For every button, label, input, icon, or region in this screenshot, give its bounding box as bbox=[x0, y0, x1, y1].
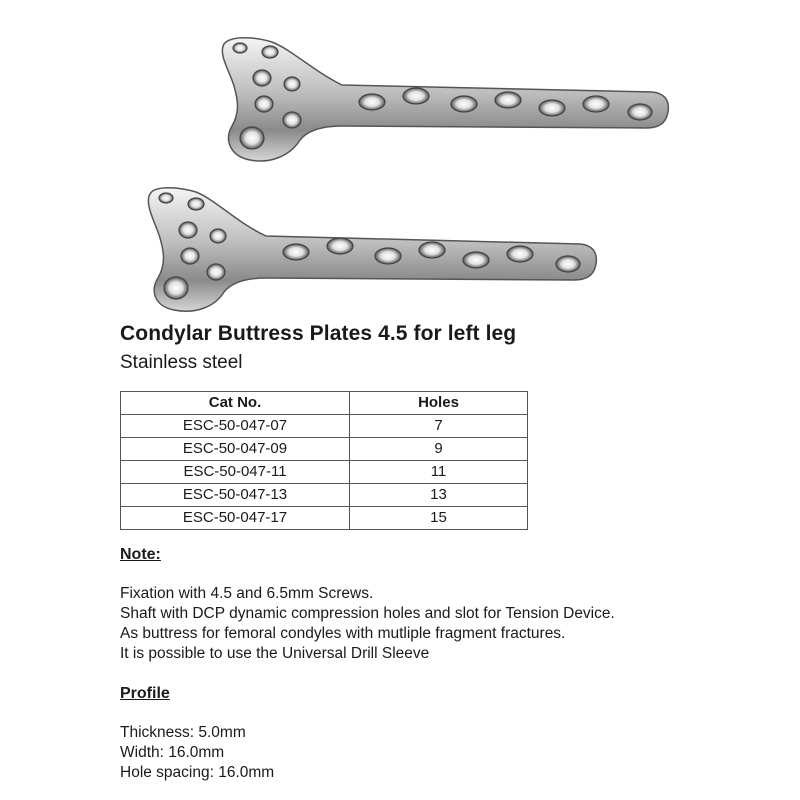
table-row bbox=[121, 507, 528, 530]
plate-image-top bbox=[212, 30, 672, 170]
holes-cell: 13 bbox=[350, 484, 528, 507]
profile-line-thickness: Thickness: 5.0mm bbox=[120, 724, 246, 741]
cat-no-cell: ESC-50-047-09 bbox=[121, 438, 350, 461]
note-line: It is possible to use the Universal Drill Sleeve bbox=[120, 645, 430, 662]
note-line: Fixation with 4.5 and 6.5mm Screws. bbox=[120, 585, 374, 602]
plate-image-bottom bbox=[140, 180, 600, 320]
column-header-holes: Holes bbox=[350, 392, 528, 415]
catalog-table bbox=[120, 391, 528, 530]
note-heading: Note: bbox=[120, 546, 161, 563]
note-line: Shaft with DCP dynamic compression holes and slot for Tension Device. bbox=[120, 605, 615, 622]
table-row bbox=[121, 484, 528, 507]
holes-cell: 15 bbox=[350, 507, 528, 530]
note-text bbox=[120, 584, 615, 664]
table-row bbox=[121, 461, 528, 484]
cat-no-cell: ESC-50-047-13 bbox=[121, 484, 350, 507]
product-title: Condylar Buttress Plates 4.5 for left leg bbox=[120, 322, 517, 345]
profile-line-width: Width: 16.0mm bbox=[120, 744, 225, 761]
note-line: As buttress for femoral condyles with mutliple fragment fractures. bbox=[120, 625, 566, 642]
holes-cell: 11 bbox=[350, 461, 528, 484]
profile-line-hole-spacing: Hole spacing: 16.0mm bbox=[120, 764, 275, 781]
holes-cell: 9 bbox=[350, 438, 528, 461]
holes-cell: 7 bbox=[350, 415, 528, 438]
profile-heading: Profile bbox=[120, 685, 170, 702]
table-row bbox=[121, 438, 528, 461]
cat-no-cell: ESC-50-047-11 bbox=[121, 461, 350, 484]
table-row bbox=[121, 415, 528, 438]
product-material: Stainless steel bbox=[120, 352, 243, 373]
cat-no-cell: ESC-50-047-17 bbox=[121, 507, 350, 530]
cat-no-cell: ESC-50-047-07 bbox=[121, 415, 350, 438]
column-header-cat-no: Cat No. bbox=[121, 392, 350, 415]
profile-text bbox=[120, 723, 274, 783]
table-header-row bbox=[121, 392, 528, 415]
